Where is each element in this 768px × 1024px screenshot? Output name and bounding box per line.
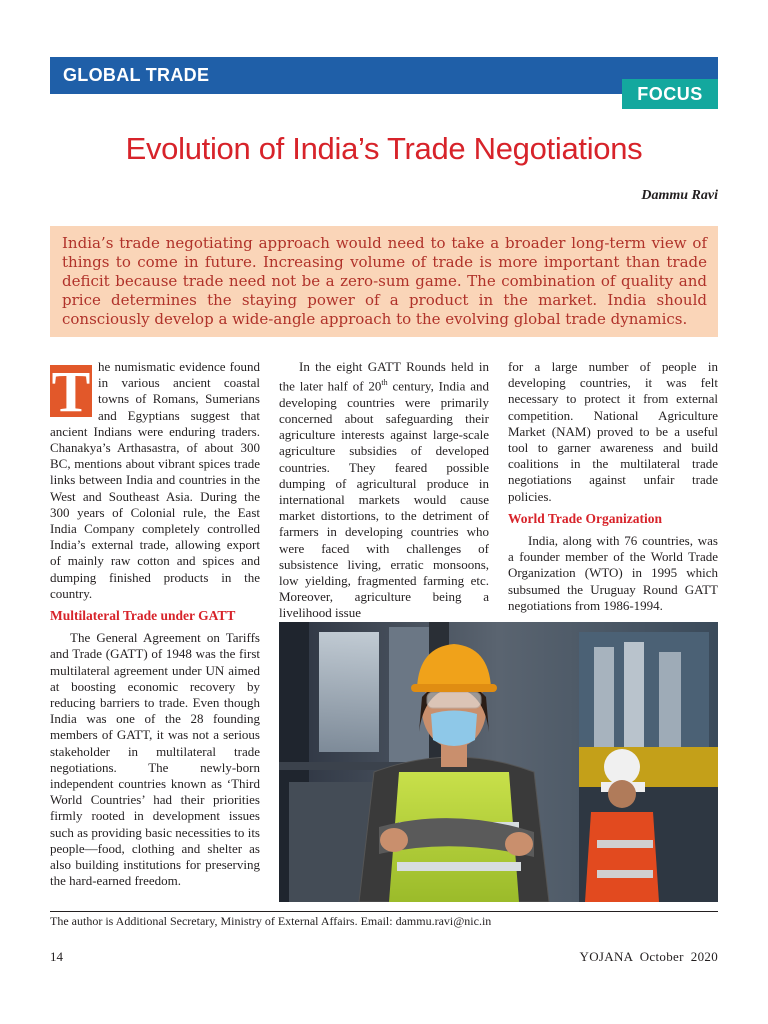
superscript-th: th xyxy=(381,378,388,388)
drop-cap: T xyxy=(51,359,91,424)
gatt-paragraph: The General Agreement on Tariffs and Trade (GATT) of 1948 was the first multilateral agreement under UN aimed at boosting economic recovery by reducing barriers to trade. Even though India was one of the 28 founding members of GATT, it was not a serious stakeholder in multilateral trade negotiations. The newly-born independent countries known as ‘Third World Countries’ had their priorities firmly rooted in development issues such as providing basic necessities to its people—food, clothing and shelter as also building institutions for preserving the hard-earned freedom. xyxy=(50,630,260,889)
photo-illustration xyxy=(279,622,718,902)
section-bar xyxy=(50,57,718,94)
intro-paragraph: he numismatic evidence found in various ancient coastal towns of Romans, Sumerians and Egyptians suggest that ancient Indians were enduring traders. Chanakya’s Arthasastra, of about 300 BC, mentions about vibrant spices trade links between India and countries in the West and Southeast Asia. During the 300 years of Colonial rule, the East India Company completely controlled India’s external trade, allowing export of mainly raw cotton and spices and dumping finished products in the country. xyxy=(50,359,260,601)
wto-paragraph: India, along with 76 countries, was a founder member of the World Trade Organization (WTO) in 1995 which subsumed the Uruguay Round GATT negotiations from 1986-1994. xyxy=(508,533,718,613)
gatt-rounds-text-b: century, India and developing countries were primarily concerned about safeguarding their agriculture interests against large-scale agriculture subsidies of developed countries. They feared possible dumping of agricultural produce in international markets would cause market distortions, to the detriment of farmers in developing countries who were faced with challenges of subsistence living, erratic monsoons, low yielding, fragmented farming etc. Moreover, agriculture being a livelihood issue xyxy=(279,378,489,621)
author-byline: Dammu Ravi xyxy=(641,188,718,203)
column-3 xyxy=(508,359,718,614)
page-number: 14 xyxy=(50,949,63,964)
column-1 xyxy=(50,359,260,890)
magazine-issue: YOJANA October 2020 xyxy=(579,949,718,964)
subhead-gatt: Multilateral Trade under GATT xyxy=(50,608,236,624)
article-title: Evolution of India’s Trade Negotiations xyxy=(125,131,643,166)
abstract-box xyxy=(50,226,718,337)
column-2 xyxy=(279,359,489,622)
dropcap-spacer xyxy=(50,359,98,413)
abstract-text: India’s trade negotiating approach would need to take a broader long-term view of things to come in future. Increasing volume of trade is more important than trade deficit because trade need not be a zero-sum game. The combination of quality and price determines the staying power of a product in the market. India should consciously develop a wide-angle approach to the evolving global trade dynamics. xyxy=(62,234,707,328)
footer-rule xyxy=(50,911,718,912)
gatt-rounds-text-a: In the eight GATT Rounds held in the later half of 20 xyxy=(279,359,489,394)
subhead-wto: World Trade Organization xyxy=(508,510,663,526)
section-label: GLOBAL TRADE xyxy=(63,65,210,85)
author-footnote: The author is Additional Secretary, Ministry of External Affairs. Email: dammu.ravi@nic.in xyxy=(50,914,492,928)
gatt-rounds-paragraph xyxy=(279,359,489,622)
focus-badge: FOCUS xyxy=(622,79,718,109)
agriculture-paragraph: for a large number of people in developing countries, it was felt necessary to protect it from external competition. National Agriculture Market (NAM) proved to be a useful tool to garner awareness and build coalitions in the multilateral trade negotiations against unfair trade policies. xyxy=(508,359,718,504)
article-photo xyxy=(279,622,718,902)
